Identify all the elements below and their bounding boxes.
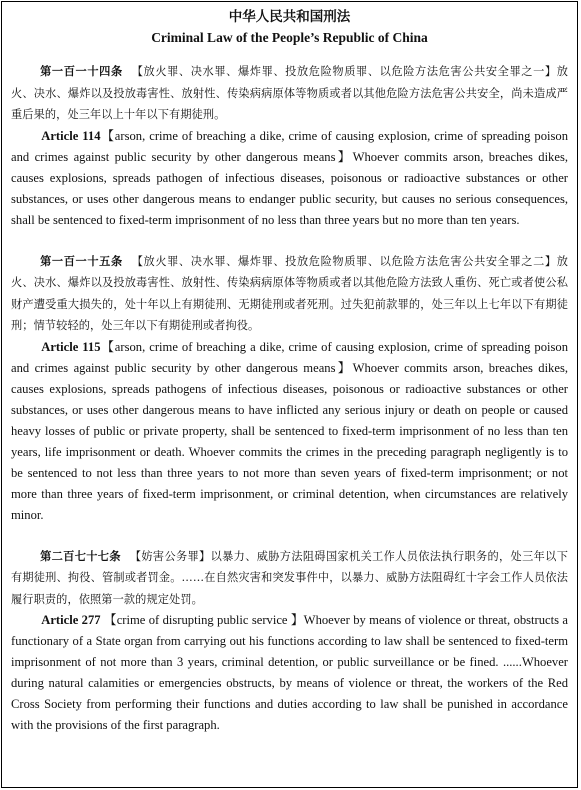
article-277-english-text: 【crime of disrupting public service 】Whoever by means of violence or threat, obstructs a functionary of a State organ from carrying out his functions according to law shall be sentenced to fixed-term imprisonment of not more than 3 years, criminal detention, or public surveillance or be fined. ......Whoever during natural calamities or emergencies obstructs, by means of violence or threat, the workers of the Red Cross Society from performing their functions and duties according to law shall be punished in accordance with the provisions of the first paragraph.: [11, 613, 568, 732]
article-114-chinese: [11, 61, 568, 126]
section-gap: [11, 526, 568, 546]
article-115-english-label: Article 115: [41, 339, 101, 354]
article-114-english-text: 【arson, crime of breaching a dike, crime of causing explosion, crime of spreading poison and crimes against public security by other dangerous means】Whoever commits arson, breaches dikes, causes explosions, spreads pathogen of infectious diseases, poisonous or radioactive substances or other substances, or uses other dangerous means to endanger public security, but causes no serious consequences, shall be sentenced to fixed-term imprisonment of no less than three years but no more than ten years.: [11, 128, 568, 227]
document-title-english: Criminal Law of the People’s Republic of China: [151, 30, 428, 45]
article-115-chinese-label: 第一百一十五条: [40, 253, 123, 268]
article-277-chinese: [11, 546, 568, 611]
article-115-english: [11, 337, 568, 526]
section-gap: [11, 231, 568, 251]
article-115-chinese: [11, 251, 568, 337]
article-114-chinese-label: 第一百一十四条: [40, 64, 123, 78]
article-114-english: [11, 126, 568, 231]
article-277-chinese-text: 【妨害公务罪】以暴力、威胁方法阻碍国家机关工作人员依法执行职务的，处三年以下有期徒刑、拘役、管制或者罚金。……在自然灾害和突发事件中，以暴力、威胁方法阻碍红十字会工作人员依法履行职责的，依照第一款的规定处罚。: [11, 549, 568, 606]
article-114-chinese-text: 【放火罪、决水罪、爆炸罪、投放危险物质罪、以危险方法危害公共安全罪之一】放火、决水、爆炸以及投放毒害性、放射性、传染病病原体等物质或者以其他危险方法危害公共安全，尚未造成严重后果的，处三年以上十年以下有期徒刑。: [11, 65, 568, 121]
document-page: [1, 1, 578, 788]
article-115-english-text: 【arson, crime of breaching a dike, crime of causing explosion, crime of spreading poison and crimes against public security by other dangerous means】Whoever commits arson, breaches dikes, causes explosions, spreads pathogens of infectious diseases, poisonous or radioactive substances or other substances, or uses other dangerous means to have inflicted any serious injury or death on people or caused heavy losses of public or private property, shall be sentenced to fixed-term imprisonment of no less than ten years, life imprisonment or death. Whoever commits the crimes in the preceding paragraph negligently is to be sentenced to not less than three years to not more than seven years of fixed-term imprisonment; or not more than three years of fixed-term imprisonment, or criminal detention, when circumstances are relatively minor.: [11, 339, 568, 522]
article-277-english-label: Article 277: [41, 613, 101, 627]
article-277-english: [11, 610, 568, 736]
document-title-chinese: 中华人民共和国刑法: [228, 9, 351, 25]
article-115-chinese-text: 【放火罪、决水罪、爆炸罪、投放危险物质罪、以危险方法危害公共安全罪之二】放火、决水、爆炸以及投放毒害性、放射性、传染病病原体等物质或者以其他危险方法致人重伤、死亡或者使公私财产遭受重大损失的，处十年以上有期徒刑、无期徒刑或者死刑。过失犯前款罪的，处三年以上七年以下有期徒刑；情节较轻的，处三年以下有期徒刑或者拘役。: [11, 254, 568, 332]
article-277-chinese-label: 第二百七十七条: [40, 548, 121, 563]
article-114-english-label: Article 114: [41, 128, 101, 143]
